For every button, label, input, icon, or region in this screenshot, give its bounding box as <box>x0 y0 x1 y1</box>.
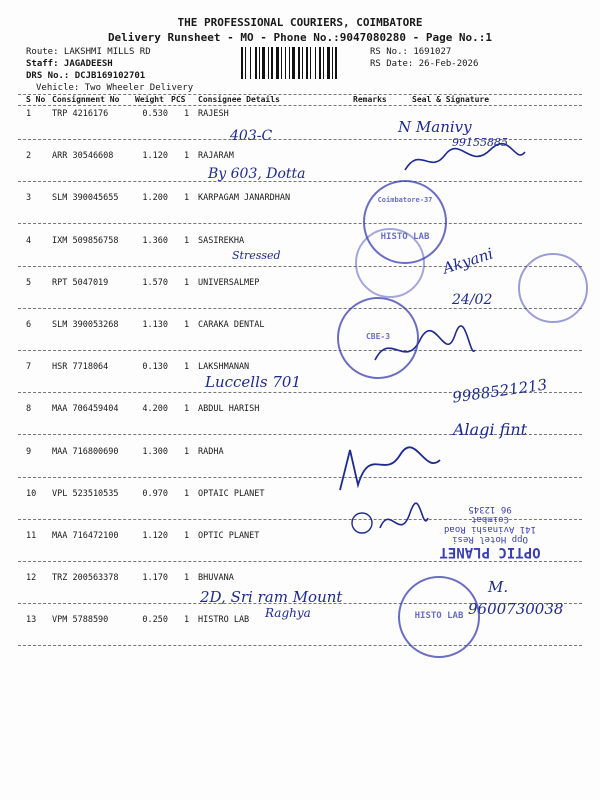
row-sno: 7 <box>26 362 32 373</box>
row-weight: 1.570 <box>142 277 168 288</box>
row-sno: 10 <box>26 488 37 499</box>
row-pcs: 1 <box>184 151 190 162</box>
barcode-bar <box>302 47 303 79</box>
handwriting-r2-note: By 603, Dotta <box>208 166 306 182</box>
row-consignee: LAKSHMANAN <box>198 362 250 373</box>
col-pcs: PCS <box>171 95 186 104</box>
row-weight: 4.200 <box>142 404 168 415</box>
handwriting-r4-note: Stressed <box>232 249 281 262</box>
handwriting-r1-phone: 99155885 <box>452 136 508 149</box>
row-pcs: 1 <box>184 446 190 457</box>
signature-scribble-r1 <box>400 140 530 180</box>
row-sno: 6 <box>26 320 32 330</box>
row-consignee: HISTRO LAB <box>198 615 250 626</box>
row-sno: 12 <box>26 573 37 584</box>
barcode-bar <box>298 47 300 79</box>
barcode-bar <box>315 47 316 79</box>
faded-stamp-r4 <box>355 228 425 298</box>
barcode-bar <box>281 47 282 79</box>
row-divider <box>18 266 582 267</box>
row-consignee: OPTAIC PLANET <box>198 488 265 499</box>
stamp-coimbatore-text: Coimbatore-37 <box>377 196 433 204</box>
row-consignee: RADHA <box>198 446 224 457</box>
barcode-bar <box>245 47 246 79</box>
stamp-optic-planet-title: OPTIC PLANET <box>439 544 541 560</box>
barcode-bar <box>310 47 311 79</box>
barcode-bar <box>327 47 330 79</box>
stamp-optic-phone: 96 12345 <box>468 504 512 514</box>
row-sno: 13 <box>26 615 37 626</box>
row-consignment-no: ARR 30546608 <box>52 151 114 162</box>
col-weight: Weight <box>135 95 164 104</box>
barcode-bar <box>285 47 286 79</box>
row-weight: 1.200 <box>142 193 168 204</box>
route-label: Route: LAKSHMI MILLS RD <box>26 47 151 57</box>
vehicle-label: Vehicle: Two Wheeler Delivery <box>36 83 194 93</box>
row-weight: 0.130 <box>142 362 168 373</box>
row-consignee: ABDUL HARISH <box>198 404 260 415</box>
row-weight: 1.120 <box>142 531 168 541</box>
row-weight: 1.130 <box>142 320 168 330</box>
barcode-bar <box>262 47 265 79</box>
faded-stamp-r5 <box>518 253 588 323</box>
row-divider <box>18 645 582 646</box>
row-pcs: 1 <box>184 235 190 246</box>
cbe-stamp <box>337 297 419 379</box>
row-consignment-no: VPM 5788590 <box>52 615 109 626</box>
row-pcs: 1 <box>184 488 190 499</box>
barcode-bar <box>271 47 273 79</box>
barcode-bar <box>241 47 243 79</box>
row-consignment-no: TRP 4216176 <box>52 109 109 119</box>
row-sno: 11 <box>26 531 37 541</box>
row-consignment-no: SLM 390045655 <box>52 193 119 204</box>
row-consignee: OPTIC PLANET <box>198 531 260 541</box>
col-remarks: Remarks <box>353 95 387 104</box>
row-weight: 1.170 <box>142 573 168 584</box>
handwriting-r7-phone: 9988521213 <box>451 375 549 407</box>
row-consignment-no: IXM 509856758 <box>52 235 119 246</box>
barcode-bar <box>319 47 321 79</box>
row-consignment-no: MAA 716472100 <box>52 531 119 541</box>
row-pcs: 1 <box>184 362 190 373</box>
row-consignee: RAJESH <box>198 109 229 119</box>
row-weight: 1.360 <box>142 235 168 246</box>
barcode-bar <box>255 47 257 79</box>
row-sno: 2 <box>26 151 32 162</box>
row-sno: 4 <box>26 235 32 246</box>
row-consignment-no: TRZ 200563378 <box>52 573 119 584</box>
row-sno: 8 <box>26 404 32 415</box>
row-sno: 9 <box>26 446 32 457</box>
row-divider <box>18 561 582 562</box>
col-consignee: Consignee Details <box>198 95 280 104</box>
row-sno: 5 <box>26 277 32 288</box>
optic-planet-stamp <box>420 450 560 560</box>
drs-number: DRS No.: DCJB169102701 <box>26 71 146 81</box>
barcode-bar <box>259 47 260 79</box>
row-consignment-no: RPT 5047019 <box>52 277 109 288</box>
rs-date: RS Date: 26-Feb-2026 <box>370 59 479 69</box>
barcode-bar <box>268 47 269 79</box>
rs-number: RS No.: 1691027 <box>370 47 452 57</box>
stamp-optic-line1: Opp Hotel Resi <box>452 534 528 544</box>
row-consignment-no: SLM 390053268 <box>52 320 119 330</box>
row-weight: 1.120 <box>142 151 168 162</box>
row-consignee: UNIVERSALMEP <box>198 277 260 288</box>
company-title: THE PROFESSIONAL COURIERS, COIMBATORE <box>177 16 423 29</box>
row-sno: 1 <box>26 109 32 119</box>
header-rule-bottom <box>18 105 582 106</box>
row-consignment-no: HSR 7718064 <box>52 362 109 373</box>
row-weight: 0.250 <box>142 615 168 626</box>
stamp-optic-line3: Coimbat <box>471 514 509 524</box>
row-weight: 0.530 <box>142 109 168 119</box>
barcode-bar <box>276 47 279 79</box>
handwriting-r7-note: Luccells 701 <box>205 373 301 391</box>
signature-scribble-r11 <box>340 498 430 548</box>
row-divider <box>18 223 582 224</box>
runsheet-title: Delivery Runsheet - MO - Phone No.:9047080280 - Page No.:1 <box>107 31 493 44</box>
handwriting-r1-note: 403-C <box>230 128 273 144</box>
handwriting-r5-note: 24/02 <box>452 292 493 308</box>
stamp-optic-line2: 141 Avinashi Road <box>443 524 537 534</box>
row-consignee: BHUVANA <box>198 573 234 584</box>
handwriting-r12-note2: Raghya <box>265 606 311 620</box>
row-pcs: 1 <box>184 404 190 415</box>
handwriting-r13-signature: M. <box>488 578 509 596</box>
barcode-bar <box>335 47 337 79</box>
row-pcs: 1 <box>184 320 190 330</box>
col-sno: S No <box>26 95 46 104</box>
stamp-histo-lab-text: HISTO LAB <box>380 232 430 242</box>
stamp-cbe-text: CBE-3 <box>365 332 391 341</box>
row-pcs: 1 <box>184 573 190 584</box>
row-consignment-no: MAA 716800690 <box>52 446 119 457</box>
row-pcs: 1 <box>184 109 190 119</box>
row-divider <box>18 350 582 351</box>
row-pcs: 1 <box>184 615 190 626</box>
row-consignee: KARPAGAM JANARDHAN <box>198 193 291 204</box>
handwriting-r1-signature: N Manivy <box>398 118 472 136</box>
handwriting-r5-signature: Akyani <box>440 244 496 278</box>
row-divider <box>18 308 582 309</box>
barcode <box>241 47 365 79</box>
barcode-bar <box>289 47 290 79</box>
col-seal-signature: Seal & Signature <box>412 95 490 104</box>
row-consignment-no: VPL 523510535 <box>52 488 119 499</box>
row-pcs: 1 <box>184 531 190 541</box>
barcode-bar <box>323 47 324 79</box>
row-consignment-no: MAA 706459404 <box>52 404 119 415</box>
staff-label: Staff: JAGADEESH <box>26 59 113 69</box>
histo-lab-stamp-bottom <box>398 576 480 658</box>
handwriting-r13-phone: 9600730038 <box>468 600 564 618</box>
barcode-bar <box>292 47 295 79</box>
row-weight: 1.300 <box>142 446 168 457</box>
row-consignee: RAJARAM <box>198 151 234 162</box>
row-sno: 3 <box>26 193 32 204</box>
row-pcs: 1 <box>184 277 190 288</box>
handwriting-r12-note: 2D, Sri ram Mount <box>200 588 343 606</box>
stamp-histo-lab-text-bottom: HISTO LAB <box>414 611 464 621</box>
col-consignment: Consignment No <box>52 95 120 104</box>
row-consignee: SASIREKHA <box>198 235 245 246</box>
row-consignee: CARAKA DENTAL <box>198 320 265 330</box>
row-weight: 0.970 <box>142 488 168 499</box>
barcode-bar <box>332 47 333 79</box>
barcode-bar <box>250 47 251 79</box>
barcode-bar <box>306 47 308 79</box>
row-pcs: 1 <box>184 193 190 204</box>
handwriting-r8-signature: Alagi fint <box>453 420 528 439</box>
